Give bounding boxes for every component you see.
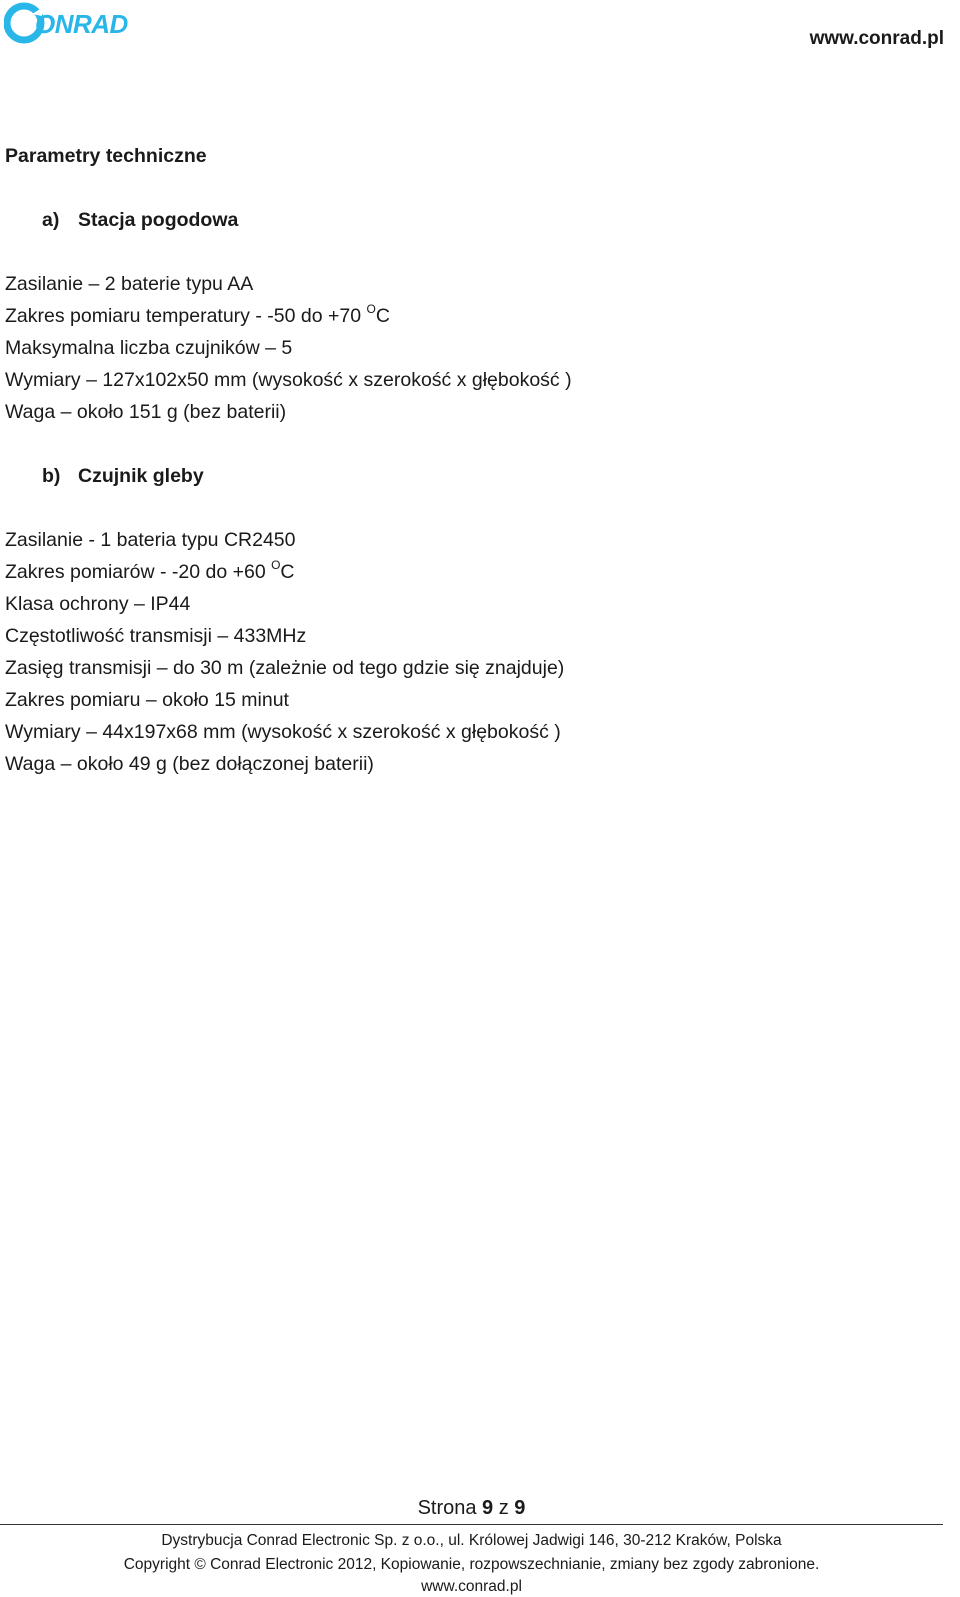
spec-line: Waga – około 49 g (bez dołączonej baterii): [5, 753, 374, 775]
spec-line: Wymiary – 127x102x50 mm (wysokość x szerokość x głębokość ): [5, 369, 572, 391]
spec-line: Klasa ochrony – IP44: [5, 593, 191, 615]
spec-line: Wymiary – 44x197x68 mm (wysokość x szerokość x głębokość ): [5, 721, 561, 743]
spec-line: Częstotliwość transmisji – 433MHz: [5, 625, 307, 647]
document-body: [5, 140, 935, 780]
footer-copyright: Copyright © Conrad Electronic 2012, Kopiowanie, rozpowszechnianie, zmiany bez zgody zabronione.: [123, 1556, 820, 1573]
section-b-heading: [5, 460, 935, 492]
spec-line: Zakres pomiaru – około 15 minut: [5, 689, 289, 711]
spec-line: Zakres pomiaru temperatury - -50 do +70 $^O$C: [5, 302, 390, 327]
spec-line: Zasilanie - 1 bateria typu CR2450: [5, 529, 296, 551]
page-title: Parametry techniczne: [5, 145, 207, 167]
spec-line: Zasięg transmisji – do 30 m (zależnie od tego gdzie się znajduje): [5, 657, 565, 679]
svg-text:ONRAD: ONRAD: [35, 9, 128, 39]
section-a-title: Stacja pogodowa: [78, 209, 239, 231]
spec-line: Zasilanie – 2 baterie typu AA: [5, 273, 254, 295]
spec-line: Zakres pomiarów - -20 do +60 $^O$C: [5, 558, 295, 583]
header-site-url[interactable]: www.conrad.pl: [809, 28, 944, 49]
section-b-marker: b): [42, 465, 61, 487]
conrad-logo: [4, 2, 158, 44]
degree-sup: O: [271, 558, 281, 572]
section-a-marker: a): [42, 209, 60, 231]
page-number: Strona 9 z 9: [417, 1497, 526, 1519]
footer-divider: [0, 1524, 943, 1525]
footer-address: Dystrybucja Conrad Electronic Sp. z o.o., ul. Królowej Jadwigi 146, 30-212 Kraków, Polska: [161, 1532, 782, 1549]
degree-sup: O: [366, 302, 376, 316]
spec-line: Waga – około 151 g (bez baterii): [5, 401, 287, 423]
footer-url[interactable]: www.conrad.pl: [421, 1578, 522, 1595]
spec-line: Maksymalna liczba czujników – 5: [5, 337, 293, 359]
section-b-title: Czujnik gleby: [78, 465, 204, 487]
section-a-heading: [5, 204, 935, 236]
